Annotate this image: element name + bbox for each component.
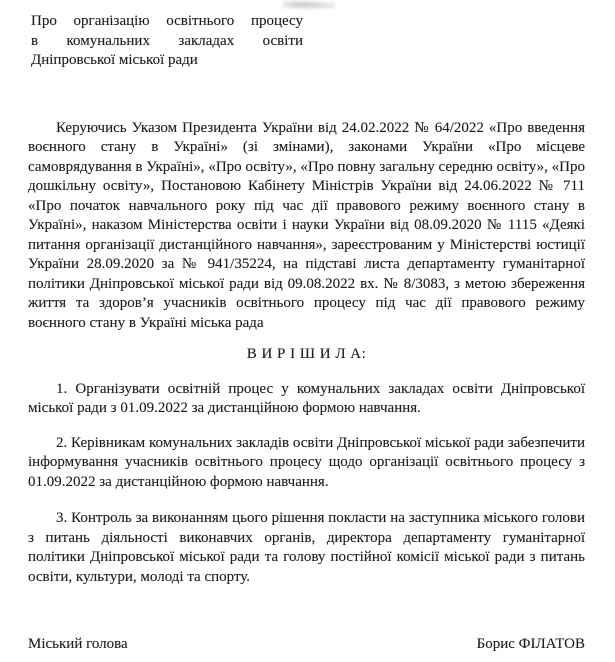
document-title-line-2: в комунальних закладах освіти <box>31 32 303 49</box>
resolution-item-3: 3. Контроль за виконанням цього рішення покласти на заступника міського голови з питань діяльності виконавчих органів, директора департаменту гуманітарної політики Дніпровської міської ради та голову постійної комісії міської ради з питань освіти, культури, молоді та спорту. <box>28 510 585 585</box>
resolution-heading: В И Р І Ш И Л А: <box>246 346 367 362</box>
signature-name: Борис ФІЛАТОВ <box>476 636 585 652</box>
resolution-item-2: 2. Керівникам комунальних закладів освіти Дніпровської міської ради забезпечити інформування учасників освітнього процесу щодо організації освітнього процесу з 01.09.2022 за дистанційною формою навчання. <box>28 434 585 490</box>
signature-position: Міський голова <box>28 636 128 652</box>
document-title-line-3: Дніпровської міської ради <box>31 52 198 68</box>
document-title-line-1: Про організацію освітнього процесу <box>31 13 303 29</box>
resolution-item-1: 1. Організувати освітній процес у комунальних закладах освіти Дніпровської міської ради з 01.09.2022 за дистанційною формою навчання. <box>28 380 585 416</box>
preamble-paragraph: Керуючись Указом Президента України від 24.02.2022 № 64/2022 «Про введення воєнного стану в Україні» (зі змінами), законами України «Про місцеве самоврядування в Україні», «Про освіту», «Про повну загальну середню освіту», «Про дошкільну освіту», Постановою Кабінету Міністрів України від 24.06.2022 № 711 «Про початок навчального року під час дії правового режиму воєнного стану в Україні», наказом Міністерства освіти і науки України від 08.09.2020 № 1115 «Деякі питання організації дистанційного навчання», зареєстрованим у Міністерстві юстиції України 28.09.2020 за № 941/35224, на підставі листа департаменту гуманітарної політики Дніпровської міської ради від 09.08.2022 вх. № 8/3083, з метою збереження життя та здоров’я учасників освітнього процесу під час дії правового режиму воєнного стану в Україні міська рада <box>28 119 585 331</box>
document-title <box>31 12 303 71</box>
signature-block <box>28 635 585 655</box>
